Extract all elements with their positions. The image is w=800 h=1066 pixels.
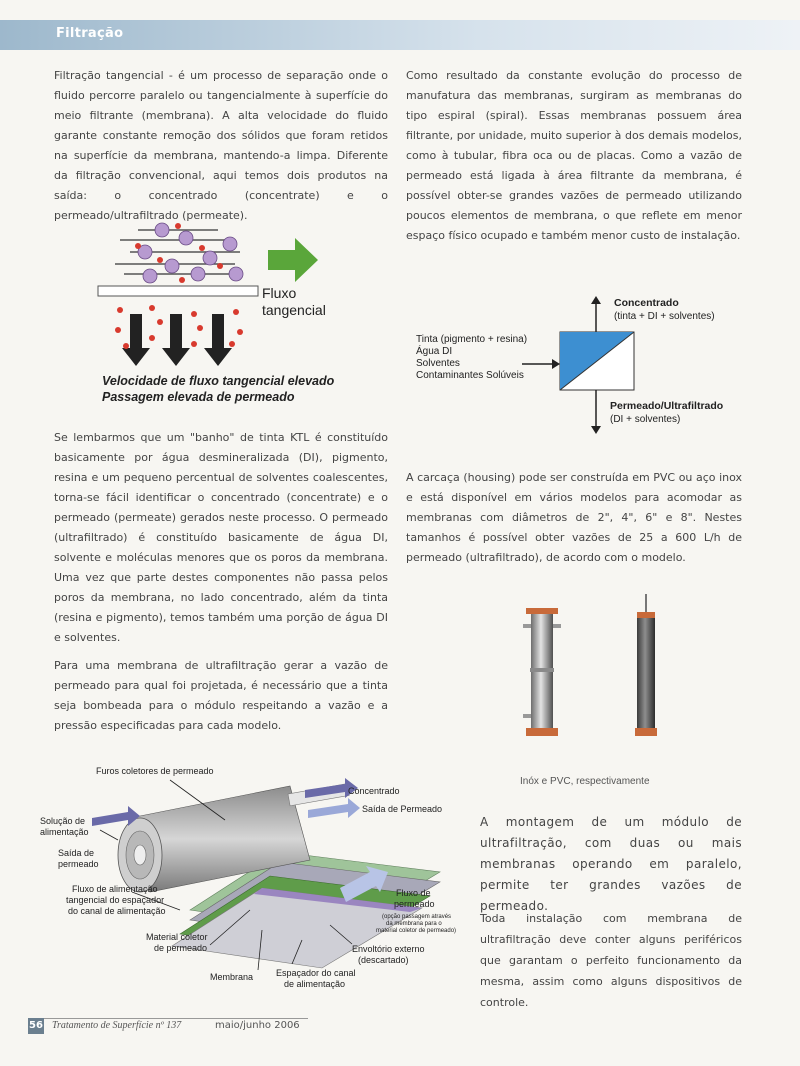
label-opcao-1: (opção passagem através (382, 914, 452, 920)
input-agua: Água DI (416, 346, 453, 357)
permeate-sublabel: (DI + solventes) (610, 414, 681, 425)
label-material-1: Material coletor (146, 932, 208, 942)
label-espacador-1: Espaçador do canal (276, 968, 356, 978)
label-furos: Furos coletores de permeado (96, 766, 214, 776)
concentrate-arrow-head (591, 296, 601, 304)
paragraph-tangential-filtration: Filtração tangencial - é um processo de separação onde o fluido percorre paralelo ou tangencialmente à superfície do meio filtrante (membrana). A alta velocidade do fluido garante constante remoção dos sólidos que foram retidos na superfície da membrana, mantendo-a limpa. Diferente da filtração convencional, aqui temos dois produtos na saída: o concentrado (concentrate) e o permeado/ultrafiltrado (permeate). (54, 69, 388, 222)
permeate-label: Permeado/Ultrafiltrado (610, 400, 724, 412)
membrane-bar (98, 286, 258, 296)
pvc-housing-icon (635, 594, 657, 736)
label-opcao-2: da membrana para o (386, 921, 442, 927)
label-fluxo-perm-1: Fluxo de (396, 888, 431, 898)
paragraph-ultrafiltration-flow: Para uma membrana de ultrafiltração gerar a vazão de permeado para qual foi projetada, é necessário que a tinta seja bombeada para o módulo respeitando a vazão e a pressão especificadas para cada modelo. (54, 659, 388, 732)
flow-label-1: Fluxo (262, 285, 297, 301)
process-diagram (410, 292, 750, 442)
tangential-flow-figure (90, 218, 380, 408)
page-number: 56 (28, 1018, 44, 1034)
label-envoltorio-1: Envoltório externo (352, 944, 425, 954)
label-concentrado: Concentrado (348, 786, 400, 796)
caption-line-1: Velocidade de fluxo tangencial elevado (102, 374, 335, 388)
permeate-arrows (122, 314, 232, 366)
label-fluxo-alim-1: Fluxo de alimentação (72, 884, 158, 894)
label-envoltorio-2: (descartado) (358, 955, 409, 965)
input-contaminantes: Contaminantes Solúveis (416, 370, 524, 381)
paragraph-housing: A carcaça (housing) pode ser construída em PVC ou aço inox e está disponível em vários modelos para acomodar as membranas com diâmetros de 2", 4", 6" e 8". Nestes tamanhos é possível obter vazões de 25 a 600 L/h de permeado (ultrafiltrado), de acordo com o modelo. (406, 471, 742, 564)
concentrate-label: Concentrado (614, 297, 679, 309)
input-solventes: Solventes (416, 358, 460, 369)
publication-name: Tratamento de Superfície nº 137 (52, 1020, 182, 1031)
input-tinta: Tinta (pigmento + resina) (416, 334, 528, 345)
label-espacador-2: de alimentação (284, 979, 346, 989)
label-fluxo-alim-3: do canal de alimentação (68, 906, 166, 916)
flow-label-2: tangencial (262, 302, 326, 318)
paragraph-spiral-membranes: Como resultado da constante evolução do processo de manufatura das membranas, surgiram as membranas do tipo espiral (spiral). Essas membranas possuem área filtrante, por unidade, muito superior à dos demais modelos, como à tubular, fibra oca ou de placas. Como a vazão de permeado está ligada à área filtrante da membrana, é possível obter-se grandes vazões de permeado utilizando poucos elementos de membrana, o que reflete em menor espaço físico ocupado e também menor custo de instalação. (406, 69, 742, 242)
paragraph-module-assembly: A montagem de um módulo de ultrafiltração, com duas ou mais membranas operando em paralelo, permite ter grandes vazões de permeado. (480, 815, 742, 913)
label-fluxo-perm-2: permeado (394, 899, 435, 909)
label-solucao-1: Solução de (40, 816, 86, 826)
caption-line-2: Passagem elevada de permeado (102, 390, 295, 404)
flow-arrow (268, 238, 318, 282)
paragraph-installation: Toda instalação com membrana de ultrafiltração deve conter alguns periféricos que garantam o perfeito funcionamento da mesma, assim como alguns dispositivos de controle. (480, 912, 742, 1009)
publication-date: maio/junho 2006 (215, 1020, 300, 1031)
label-saida-perm-1: Saída de (58, 848, 95, 858)
label-fluxo-alim-2: tangencial do espaçador (66, 895, 165, 905)
paragraph-ktl-bath: Se lembarmos que um "banho" de tinta KTL é constituído basicamente por água desmineralizada (DI), pigmento, resina e um pequeno percentual de solventes coalescentes, torna-se fácil identificar o concentrado (concentrate) e o permeado (permeate) gerados neste processo. O permeado (ultrafiltrado) é constituído basicamente de água DI, solvente e moléculas menores que os poros da membrana. Uma vez que parte destes componentes não passa pelos poros da membrana, no lado concentrado, além da tinta (resina e pigmento), temos também uma porção de água DI e solventes. (54, 431, 388, 644)
label-solucao-2: alimentação (40, 827, 89, 837)
label-saida-perm-2: permeado (58, 859, 99, 869)
label-material-2: de permeado (154, 943, 208, 953)
label-saida-permeado: Saída de Permeado (362, 804, 443, 814)
photo-caption: Inóx e PVC, respectivamente (520, 776, 650, 787)
spiral-membrane-diagram (40, 760, 470, 1000)
label-opcao-3: material coletor de permeado) (376, 928, 457, 934)
input-arrow-head (552, 359, 560, 369)
section-title: Filtração (56, 26, 124, 41)
housing-photo (505, 590, 695, 750)
permeate-arrow-head (591, 426, 601, 434)
label-membrana: Membrana (210, 972, 254, 982)
concentrate-sublabel: (tinta + DI + solventes) (614, 311, 715, 322)
stainless-housing-icon (523, 608, 561, 736)
